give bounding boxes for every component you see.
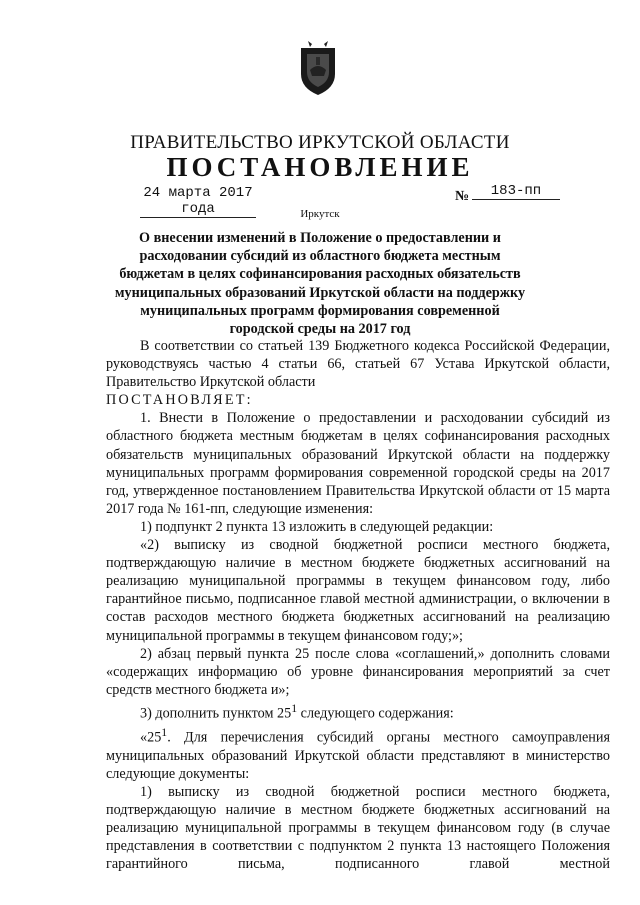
document-date: 24 марта 2017 года bbox=[140, 185, 256, 218]
text-fragment: «25 bbox=[140, 729, 162, 746]
paragraph-subitem-1: 1) подпункт 2 пункта 13 изложить в следующей редакции: bbox=[140, 518, 494, 535]
paragraph-subitem-3 bbox=[106, 699, 610, 723]
coat-of-arms-icon bbox=[298, 40, 338, 96]
paragraph-point-25-1 bbox=[106, 723, 610, 783]
text-fragment: следующего содержания: bbox=[297, 705, 454, 722]
preamble-paragraph: В соответствии со статьей 139 Бюджетного кодекса Российской Федерации, руководствуясь частью 4 статьи 66, статьей 67 Устава Иркутской области, Правительство Иркутской области bbox=[106, 338, 610, 391]
document-number: 183-пп bbox=[472, 183, 560, 200]
superscript: 1 bbox=[291, 700, 298, 715]
number-sign: № bbox=[455, 189, 470, 204]
paragraph-subitem-2: 2) абзац первый пункта 25 после слова «соглашений,» дополнить словами «содержащих информацию об уровне финансирования мероприятий за счет средств местного бюджета и»; bbox=[106, 645, 610, 698]
document-type: ПОСТАНОВЛЕНИЕ bbox=[166, 152, 474, 182]
paragraph-item-1: 1. Внести в Положение о предоставлении и расходовании субсидий из областного бюджета местным бюджетам в целях софинансирования расходных обязательств муниципальных образований Иркутской области на поддержку муниципальных программ формирования современной городской среды на 2017 год, утвержденное постановлением Правительства Иркутской области от 15 марта 2017 года № 161-пп, следующие изменения: bbox=[106, 410, 610, 517]
paragraph-document-list-item-1: 1) выписку из сводной бюджетной росписи местного бюджета, подтверждающую наличие в местном бюджете бюджетных ассигнований на реализацию муниципальной программы в текущем финансовом году (в случае представления в соответствии с подпунктом 2 пункта 13 настоящего Положения гарантийного письма, подписанного главой местной bbox=[106, 783, 610, 873]
superscript: 1 bbox=[161, 724, 168, 739]
paragraph-quoted-item-2: «2) выписку из сводной бюджетной росписи местного бюджета, подтверждающую наличие в местном бюджете бюджетных ассигнований на реализацию муниципальной программы в текущем финансовом году, либо гарантийное письмо, подписанное главой местной администрации, о включении в состав расходов местного бюджета бюджетных ассигнований на реализацию муниципальной программы в текущем финансовом году;»; bbox=[106, 537, 610, 644]
text-fragment: 3) дополнить пунктом 25 bbox=[140, 705, 292, 722]
resolves-heading: ПОСТАНОВЛЯЕТ: bbox=[106, 392, 253, 409]
city-name: Иркутск bbox=[300, 208, 340, 220]
document-title: О внесении изменений в Положение о предоставлении и расходовании субсидий из областного бюджета местным бюджетам в целях софинансирования расходных обязательств муниципальных образований Иркутской области на поддержку муниципальных программ формирования современной городской среды на 2017 год bbox=[114, 230, 526, 338]
document-body bbox=[106, 337, 610, 873]
text-fragment: . Для перечисления субсидий органы местного самоуправления муниципальных образований Иркутской области представляют в министерство следующие документы: bbox=[106, 729, 610, 782]
government-name: ПРАВИТЕЛЬСТВО ИРКУТСКОЙ ОБЛАСТИ bbox=[130, 132, 510, 153]
